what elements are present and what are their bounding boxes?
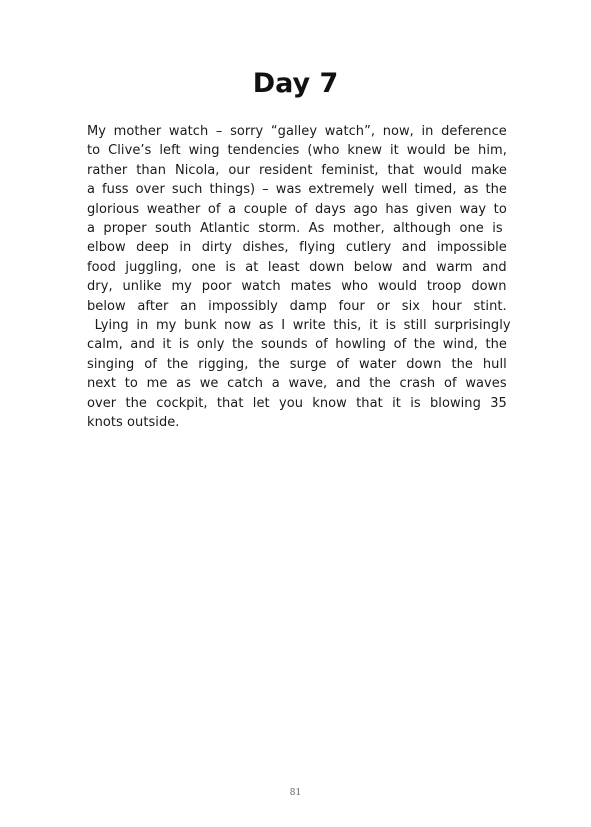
page-number: 81 — [289, 788, 302, 798]
body-line: Lying in my bunk now as I write this, it is still surprisingly — [87, 318, 511, 334]
body-line: elbow deep in dirty dishes, flying cutlery and impossible — [87, 240, 507, 256]
body-line: below after an impossibly damp four or six hour stint. — [87, 298, 507, 314]
body-line: rather than Nicola, our resident feminist, that would make — [87, 162, 507, 178]
body-line: a fuss over such things) – was extremely well timed, as the — [87, 182, 507, 198]
body-line: calm, and it is only the sounds of howling of the wind, the — [87, 337, 507, 353]
body-line: over the cockpit, that let you know that it is blowing 35 — [87, 395, 507, 411]
body-line: knots outside. — [87, 415, 180, 431]
body-paragraph — [87, 122, 511, 433]
body-line: singing of the rigging, the surge of water down the hull — [87, 356, 507, 372]
body-line: next to me as we catch a wave, and the crash of waves — [87, 376, 507, 392]
page-title: Day 7 — [252, 68, 339, 99]
body-line: to Clive’s left wing tendencies (who knew it would be him, — [87, 143, 507, 159]
body-line: glorious weather of a couple of days ago has given way to — [87, 201, 507, 217]
body-line: food juggling, one is at least down below and warm and — [87, 259, 507, 275]
body-line: My mother watch – sorry “galley watch”, now, in deference — [87, 124, 507, 139]
body-line: dry, unlike my poor watch mates who would troop down — [87, 279, 507, 295]
body-line: a proper south Atlantic storm. As mother, although one is — [87, 221, 503, 237]
